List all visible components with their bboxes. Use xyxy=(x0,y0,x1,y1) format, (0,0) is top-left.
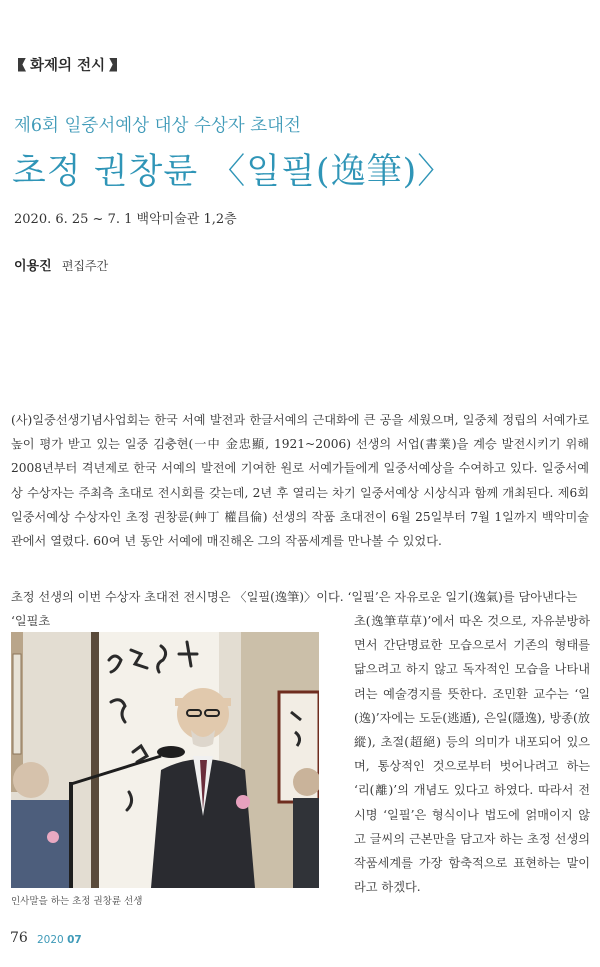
article-title: 초정 권창륜 〈일필(逸筆)〉 xyxy=(12,152,454,192)
author-role: 편집주간 xyxy=(61,259,109,273)
issue-month: 07 xyxy=(67,934,82,946)
page-number: 76 xyxy=(10,930,28,946)
issue-date xyxy=(37,934,82,946)
exhibition-dateline: 2020. 6. 25 ~ 7. 1 백악미술관 1,2층 xyxy=(14,212,237,227)
byline xyxy=(14,255,108,274)
body-paragraph-2-column: 초(逸筆草草)’에서 따온 것으로, 자유분방하면서 간단명료한 모습으로서 기존의 형태를 닮으려고 하지 않고 독자적인 모습을 나타내려는 예술경지를 뜻한다. 조민환 교수는 ‘일(逸)’자에는 도둔(逃遁), 은일(隱逸), 방종(放縱), 초절(超絕) 등의 의미가 내포되어 있으며, 통상적인 것으로부터 벗어나려고 하는 ‘리(離)’의 개념도 있다고 하였다. 따라서 전시명 ‘일필’은 형식이나 법도에 얽매이지 않고 글씨의 근본만을 담고자 하는 초정 선생의 작품세계를 가장 함축적으로 표현하는 말이라고 하겠다. xyxy=(354,614,590,895)
section-tag xyxy=(14,54,121,75)
photo-caption: 인사말을 하는 초정 권창륜 선생 xyxy=(11,896,143,907)
speech-photo-illustration xyxy=(11,632,319,888)
body-paragraph-1: (사)일중선생기념사업회는 한국 서예 발전과 한글서예의 근대화에 큰 공을 세웠으며, 일중체 정립의 서예가로 높이 평가 받고 있는 일중 김충현(一中 金忠顯, 1921~2006) 선생의 서업(書業)을 계승 발전시키기 위해 2008년부터 격년제로 한국 서예의 발전에 기여한 원로 서예가들에게 일중서예상을 수여하고 있다. 일중서예상 수상자는 주최측 초대로 전시회를 갖는데, 2년 후 열리는 차기 일중서예상 시상식과 함께 개최된다. 제6회 일중서예상 수상자인 초정 권창륜(艸丁 權昌倫) 선생의 작품 초대전이 6월 25일부터 7월 1일까지 백악미술관에서 열렸다. 60여 년 동안 서예에 매진해온 그의 작품세계를 만나볼 수 있었다. xyxy=(11,413,589,549)
bracket-right-icon xyxy=(109,58,117,72)
article-subtitle: 제6회 일중서예상 대상 수상자 초대전 xyxy=(14,116,301,136)
body-paragraph-2-lead: 초정 선생의 이번 수상자 초대전 전시명은 〈일필(逸筆)〉이다. ‘일필’은 자유로운 일기(逸氣)를 담아낸다는 ‘일필초 xyxy=(11,590,578,629)
bracket-left-icon xyxy=(18,58,26,72)
section-tag-label: 화제의 전시 xyxy=(30,58,106,74)
issue-year: 2020 xyxy=(37,934,64,946)
speech-photo xyxy=(11,632,319,888)
author-name: 이용진 xyxy=(14,259,52,274)
